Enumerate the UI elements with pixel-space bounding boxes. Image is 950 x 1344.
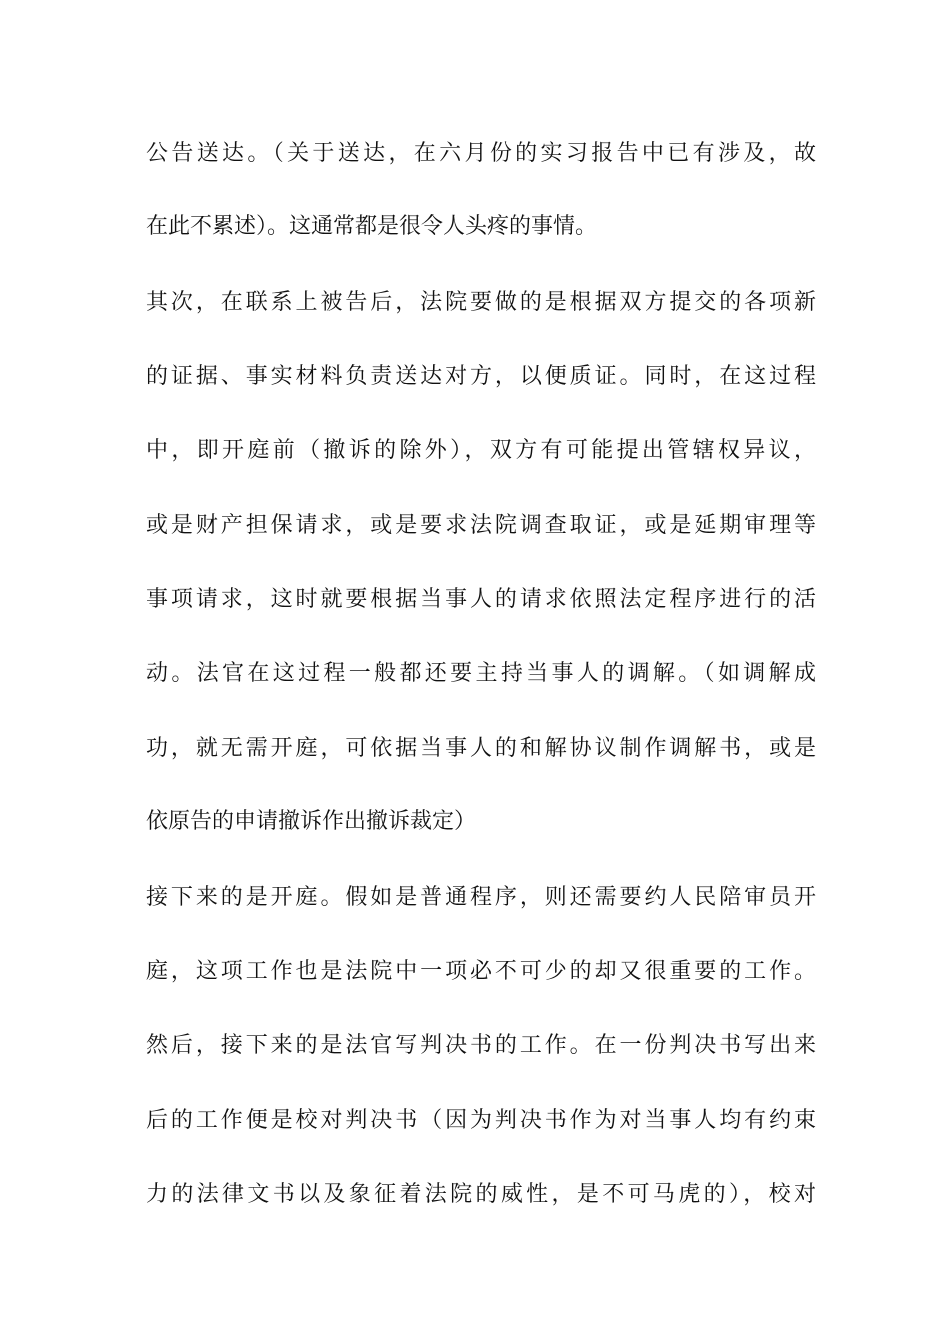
- text-line: 的证据、事实材料负责送达对方，以便质证。同时，在这过程: [146, 364, 816, 389]
- text-line: 然后，接下来的是法官写判决书的工作。在一份判决书写出来: [146, 1033, 816, 1058]
- text-line: 庭，这项工作也是法院中一项必不可少的却又很重要的工作。: [146, 959, 816, 984]
- text-line: 后的工作便是校对判决书（因为判决书作为对当事人均有约束: [146, 1108, 816, 1133]
- text-line: 中，即开庭前（撤诉的除外），双方有可能提出管辖权异议，: [146, 438, 816, 463]
- text-line: 在此不累述）。这通常都是很令人头疼的事情。: [146, 214, 598, 239]
- text-line: 事项请求，这时就要根据当事人的请求依照法定程序进行的活: [146, 587, 816, 612]
- text-line: 功，就无需开庭，可依据当事人的和解协议制作调解书，或是: [146, 736, 816, 761]
- text-line: 动。法官在这过程一般都还要主持当事人的调解。（如调解成: [146, 661, 816, 686]
- text-line: 力的法律文书以及象征着法院的威性，是不可马虎的），校对: [146, 1182, 816, 1207]
- text-line: 依原告的申请撤诉作出撤诉裁定）: [146, 809, 477, 834]
- text-line: 接下来的是开庭。假如是普通程序，则还需要约人民陪审员开: [146, 885, 816, 910]
- text-line: 公告送达。（关于送达，在六月份的实习报告中已有涉及，故: [146, 141, 816, 166]
- text-line: 或是财产担保请求，或是要求法院调查取证，或是延期审理等: [146, 513, 816, 538]
- text-line: 其次，在联系上被告后，法院要做的是根据双方提交的各项新: [146, 290, 816, 315]
